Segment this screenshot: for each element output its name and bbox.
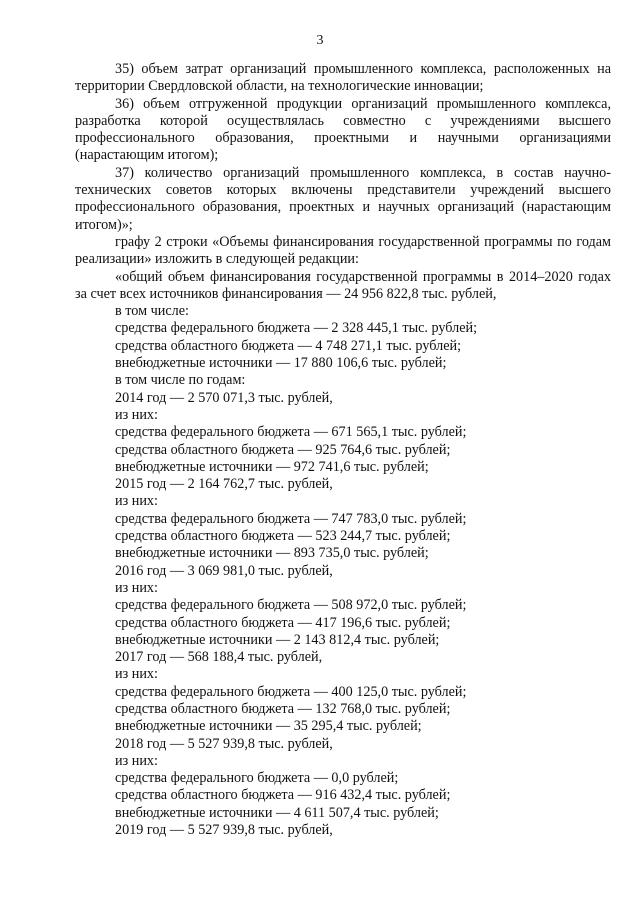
paragraph-item-37: 37) количество организаций промышленного комплекса, в состав научно-технических советов которых включены представители учреждений высшего профессионального образования, проектных и научных организаций (нарастающим итогом)»;: [75, 164, 611, 233]
funding-line: из них:: [115, 666, 158, 683]
funding-line: внебюджетные источники — 17 880 106,6 тыс. рублей;: [115, 355, 447, 372]
funding-line: средства областного бюджета — 916 432,4 тыс. рублей;: [115, 787, 451, 804]
funding-line: средства федерального бюджета — 747 783,0 тыс. рублей;: [115, 510, 467, 527]
funding-line: внебюджетные источники — 893 735,0 тыс. рублей;: [115, 545, 429, 562]
page-number: 3: [316, 33, 324, 48]
funding-year-line: 2015 год — 2 164 762,7 тыс. рублей,: [115, 476, 333, 493]
paragraph-item-36: 36) объем отгруженной продукции организаций промышленного комплекса, разработка которой осуществлялась совместно с учреждениями высшего профессионального образования, проектными и научными организациями (нарастающим итогом);: [75, 95, 611, 164]
funding-year-line: 2016 год — 3 069 981,0 тыс. рублей,: [115, 562, 333, 579]
funding-line: средства областного бюджета — 417 196,6 тыс. рублей;: [115, 614, 451, 631]
funding-line: внебюджетные источники — 35 295,4 тыс. рублей;: [115, 718, 422, 735]
funding-line: средства федерального бюджета — 400 125,0 тыс. рублей;: [115, 683, 467, 700]
funding-line: из них:: [115, 406, 158, 423]
paragraph-item-35: 35) объем затрат организаций промышленного комплекса, расположенных на территории Свердловской области, на технологические инновации;: [75, 61, 611, 95]
funding-line: средства областного бюджета — 925 764,6 тыс. рублей;: [115, 441, 451, 458]
funding-year-line: 2014 год — 2 570 071,3 тыс. рублей,: [115, 389, 333, 406]
funding-line: внебюджетные источники — 2 143 812,4 тыс. рублей;: [115, 631, 440, 648]
funding-line: в том числе по годам:: [115, 372, 246, 389]
funding-line: из них:: [115, 579, 158, 596]
funding-line: средства областного бюджета — 132 768,0 тыс. рублей;: [115, 700, 451, 717]
funding-line: средства федерального бюджета — 671 565,1 тыс. рублей;: [115, 424, 467, 441]
funding-line: из них:: [115, 752, 158, 769]
funding-line: внебюджетные источники — 972 741,6 тыс. рублей;: [115, 458, 429, 475]
funding-line: в том числе:: [115, 303, 189, 320]
paragraph-total-financing: «общий объем финансирования государственной программы в 2014–2020 годах за счет всех источников финансирования — 24 956 822,8 тыс. рублей,: [75, 268, 611, 302]
funding-line: средства федерального бюджета — 508 972,0 тыс. рублей;: [115, 597, 467, 614]
funding-year-line: 2017 год — 568 188,4 тыс. рублей,: [115, 649, 323, 666]
funding-line: средства областного бюджета — 523 244,7 тыс. рублей;: [115, 528, 451, 545]
paragraph-instruction: графу 2 строки «Объемы финансирования государственной программы по годам реализации» изложить в следующей редакции:: [75, 233, 611, 268]
funding-line: средства областного бюджета — 4 748 271,1 тыс. рублей;: [115, 337, 462, 354]
funding-year-line: 2018 год — 5 527 939,8 тыс. рублей,: [115, 735, 333, 752]
funding-line: средства федерального бюджета — 0,0 рублей;: [115, 770, 399, 787]
funding-line: из них:: [115, 493, 158, 510]
funding-year-line: 2019 год — 5 527 939,8 тыс. рублей,: [115, 822, 333, 839]
funding-line: средства федерального бюджета — 2 328 445,1 тыс. рублей;: [115, 320, 478, 337]
funding-line: внебюджетные источники — 4 611 507,4 тыс. рублей;: [115, 804, 439, 821]
document-body: [75, 61, 611, 839]
